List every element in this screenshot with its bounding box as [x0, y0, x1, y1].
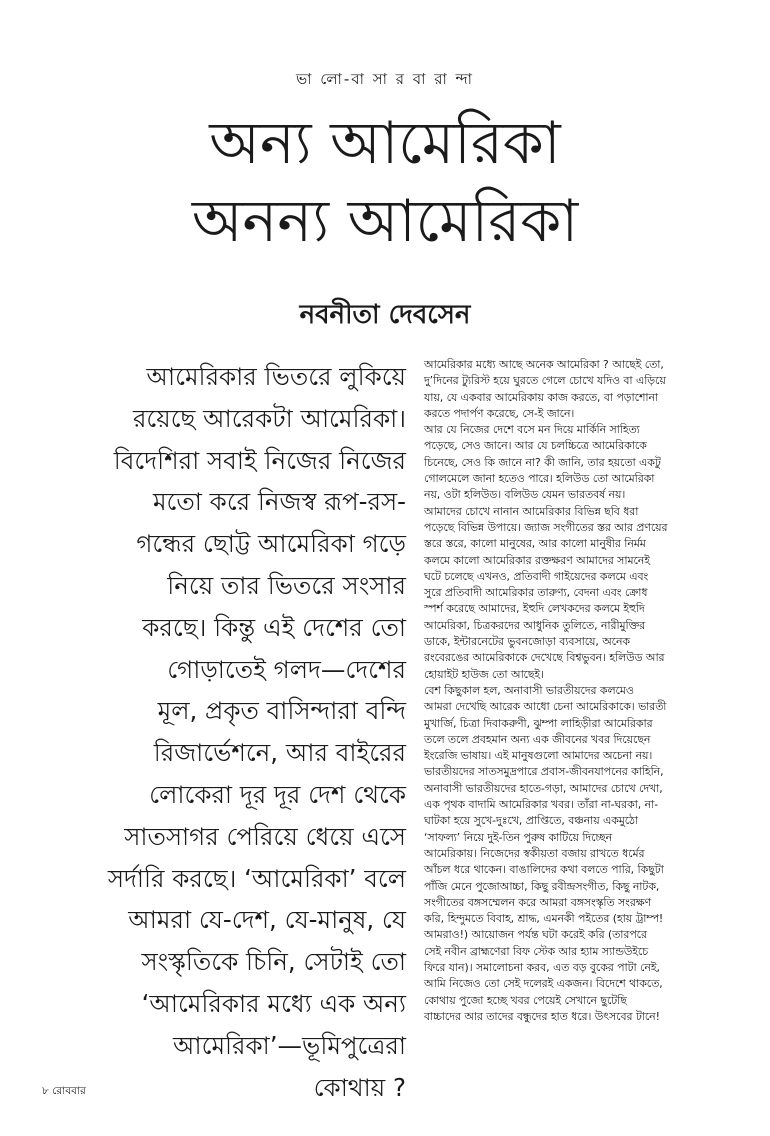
pull-quote-line: আমরা যে-দেশ, যে-মানুষ, যে	[128, 905, 406, 935]
body-text-line: আর যে নিজের দেশে বসে মন দিয়ে মার্কিনি সাহিত্য	[424, 423, 640, 437]
body-text-line: পড়েছে, সেও জানে। আর যে চলচ্চিত্রে আমেরিকাকে	[424, 439, 647, 453]
body-text-line: সেই নবীন ব্রাহ্মণেরা বিফ স্টেক আর হ্যাম স্যান্ডউইচে	[424, 944, 649, 958]
pull-quote-line: আমেরিকার ভিতরে লুকিয়ে	[146, 362, 406, 391]
pull-quote-line: ‘আমেরিকার মধ্যে এক অন্য	[141, 988, 406, 1018]
body-text-line: যায়, যে একবার আমেরিকায় কাজ করতে, বা পড়াশোনা	[424, 390, 659, 404]
body-text-line: ঘটে চলেছে এখনও, প্রতিবাদী গাইয়েদের কলমে এবং	[424, 569, 649, 583]
body-text-line: হোয়াইট হাউজ তো আছেই।	[424, 667, 544, 681]
pull-quote-line: সাতসাগর পেরিয়ে ধেয়ে এসে	[124, 821, 406, 851]
pull-quote-line: মূল, প্রকৃত বাসিন্দারা বন্দি	[157, 696, 406, 726]
body-text-line: আমেরিকায়। নিজেদের স্বকীয়তা বজায় রাখতে ধর্মের	[424, 846, 645, 860]
headline-line-2: অনন্য আমেরিকা	[191, 187, 579, 255]
section-kicker: ভা লো-বা সা র বা রা ন্দা	[295, 70, 475, 88]
body-text-line: আমেরিকার মধ্যে আছে অনেক আমেরিকা ? আছেই তো,	[424, 358, 664, 371]
body-text-line: চিনেছে, সেও কি জানে না? কী জানি, তার হয়তো একটু	[424, 455, 661, 469]
body-text-line: মুখার্জি, চিত্রা দিবাকরুণী, ঝুম্পা লাহিড়ীরা আমেরিকার	[424, 716, 653, 730]
pull-quote	[70, 356, 406, 1108]
body-text-line: ঘাটকা হয়ে সুখে-দুঃখে, প্রাপ্তিতে, বঞ্চনায় একমুঠো	[424, 814, 639, 828]
page-folio: ৮ রোববার	[42, 1085, 86, 1097]
body-text-line: এক পৃথক বাদামি আমেরিকার খবর। তাঁরা না-ঘরকা, না-	[424, 798, 659, 812]
body-text-line: ফিরে যান)। সমালোচনা করব, এত বড় বুকের পাটা নেই,	[424, 960, 660, 974]
body-text-line: রংবেরঙের আমেরিকাকে দেখেছে বিশ্বভুবন। হলিউড আর	[424, 651, 665, 665]
body-text-line: অনাবাসী ভারতীয়দের হাতে-গড়া, আমাদের চোখে দেখা,	[424, 781, 663, 795]
pull-quote-line: সর্দারি করছে। ‘আমেরিকা’ বলে	[107, 863, 406, 893]
body-text-line: করতে পদার্পণ করেছে, সে-ই জানে।	[424, 406, 575, 420]
body-text-line: গোলমেলে জানা হতেও পারে। হলিউড তো আমেরিকা	[424, 472, 655, 486]
body-text-line: কোথায় পুজো হচ্ছে খবর পেয়েই সেখানে ছুটেছি	[424, 993, 627, 1007]
body-text-line: ডাকে, ইন্টারনেটের ভুবনজোড়া ব্যবসায়ে, অনেক	[424, 635, 630, 649]
body-text-line: সুরে প্রতিবাদী আমেরিকার তারুণ্য, বেদনা এবং ক্রোধ	[424, 586, 648, 600]
pull-quote-line: মতো করে নিজস্ব রূপ-রস-	[152, 487, 406, 517]
body-text-line: স্পর্শ করেছে আমাদের, ইহুদি লেখকদের কলমে ইহুদি	[424, 602, 645, 616]
pull-quote-line: রিজার্ভেশনে, আর বাইরের	[153, 738, 406, 768]
headline-line-1: অন্য আমেরিকা	[209, 109, 561, 177]
body-text-line: নয়, ওটা হলিউড। বলিউড যেমন ভারতবর্ষ নয়।	[424, 488, 626, 502]
pull-quote-line: আমেরিকা’—ভূমিপুত্রেরা	[173, 1030, 406, 1060]
pull-quote-line: লোকেরা দূর দূর দেশ থেকে	[149, 779, 406, 809]
pull-quote-line: করছে। কিন্তু এই দেশের তো	[142, 612, 406, 642]
body-text-line: সংগীতের বঙ্গসম্মেলন করে আমরা বঙ্গসংস্কৃতি সংরক্ষণ	[424, 895, 652, 909]
author-byline: নবনীতা দেবসেন	[299, 300, 471, 330]
body-text-line: আমাদের চোখে নানান আমেরিকার বিভিন্ন ছবি ধরা	[424, 504, 639, 518]
pull-quote-line: বিদেশিরা সবাই নিজের নিজের	[113, 445, 406, 475]
article-body	[424, 357, 714, 1025]
pull-quote-line: নিয়ে তার ভিতরে সংসার	[167, 570, 406, 600]
body-text-line: আঁচল ধরে থাকেন। বাঙালিদের কথা বলতে পারি, কিছুটা	[424, 863, 664, 877]
body-text-line: ‘সাফল্য’ নিয়ে দুই-তিন পুরুষ কাটিয়ে দিচ্ছেন	[424, 830, 613, 844]
pull-quote-line: গোড়াতেই গলদ—দেশের	[167, 654, 406, 684]
body-text-line: বেশ কিছুকাল হল, অনাবাসী ভারতীয়দের কলমেও	[424, 683, 634, 697]
body-text-line: কলমে কালো আমেরিকার রক্তক্ষরণ আমাদের সামনেই	[424, 553, 650, 567]
pull-quote-line: রয়েছে আরেকটা আমেরিকা।	[132, 403, 406, 433]
body-text-line: আমি নিজেও তো সেই দলেরই একজন। বিদেশে থাকতে,	[424, 977, 663, 991]
pull-quote-line: কোথায় ?	[313, 1072, 406, 1102]
body-text-line: করি, হিন্দুমতে বিবাহ, শ্রাদ্ধ, এমনকী পইতের (হায় ট্রাম্প!	[424, 912, 664, 926]
body-text-line: ইংরেজি ভাষায়। এই মানুষগুলো আমাদের অচেনা নয়।	[424, 749, 653, 763]
body-text-line: তলে তলে প্রবহমান অন্য এক জীবনের খবর দিয়েছেন	[424, 732, 651, 746]
body-text-line: স্তরে স্তরে, কালো মানুষের, আর কালো মানুষীর নির্মম	[424, 537, 646, 551]
pull-quote-line: সংস্কৃতিকে চিনি, সেটাই তো	[141, 947, 406, 977]
body-text-line: আমেরিকা, চিত্রকরদের আধুনিক তুলিতে, নারীমুক্তির	[424, 618, 646, 632]
body-text-line: পাঁজি মেনে পুজোআচ্চা, কিছু রবীন্দ্রসংগীত, কিছু নাটক,	[424, 879, 660, 893]
body-text-line: পড়েছে বিভিন্ন উপায়ে। জ্যাজ সংগীতের স্তর আর প্রণয়ের	[424, 520, 668, 534]
body-text-line: বাচ্চাদের আর তাদের বন্ধুদের হাত ধরে। উৎসবের টানে!	[424, 1009, 660, 1023]
body-text-line: দু’দিনের ট্যুরিস্ট হয়ে ঘুরতে গেলে চোখে যদিও বা এড়িয়ে	[424, 374, 666, 388]
body-text-line: আমরাও!) আয়োজন পর্যন্ত ঘটা করেই করি (তারপরে	[424, 928, 647, 942]
body-text-line: আমরা দেখেছি আরেক আধো চেনা আমেরিকাকে। ভারতী	[424, 700, 667, 714]
body-text-line: ভারতীয়দের সাতসমুদ্রপারে প্রবাস-জীবনযাপনের কাহিনি,	[424, 765, 664, 779]
pull-quote-line: গন্ধের ছোট্ট আমেরিকা গড়ে	[136, 529, 406, 559]
